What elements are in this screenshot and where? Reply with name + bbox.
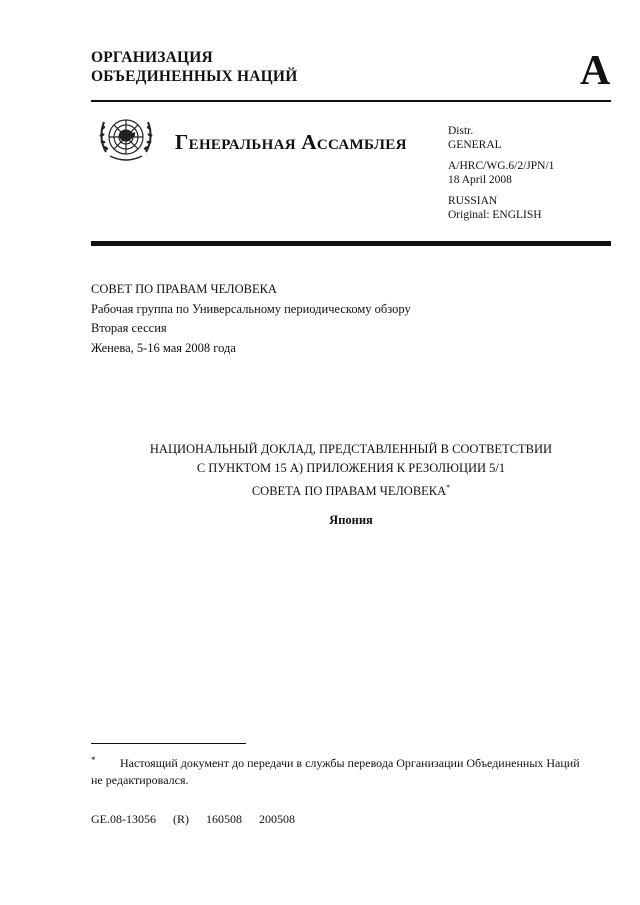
org-name-line2: ОБЪЕДИНЕННЫХ НАЦИЙ [91,68,298,85]
session: Вторая сессия [91,321,167,335]
footnote [91,752,591,789]
document-date: 18 April 2008 [448,173,512,186]
masthead-divider [91,241,611,246]
code-date1: 160508 [206,812,242,826]
header-divider [91,100,611,102]
organization-name [91,48,297,86]
code-date2: 200508 [259,812,295,826]
title-line1: НАЦИОНАЛЬНЫЙ ДОКЛАД, ПРЕДСТАВЛЕННЫЙ В СООТВЕТСТВИИ [149,442,553,456]
footnote-divider [91,743,246,744]
document-job-code [91,812,307,827]
footnote-reference[interactable]: * [446,483,451,492]
council-info [91,280,411,358]
original-language: Original: ENGLISH [448,208,542,221]
document-language: RUSSIAN [448,195,498,207]
title-line3: СОВЕТА ПО ПРАВАМ ЧЕЛОВЕКА* [251,483,451,498]
symbol-letter: A [580,48,611,94]
country-name: Япония [329,513,373,527]
org-name-line1: ОРГАНИЗАЦИЯ [91,49,213,66]
general-assembly-title: Генеральная Ассамблея [175,130,407,154]
distr-label: Distr. [448,125,474,137]
venue-dates: Женева, 5-16 мая 2008 года [91,340,236,355]
title-line2: С ПУНКТОМ 15 А) ПРИЛОЖЕНИЯ К РЕЗОЛЮЦИИ 5/1 [196,461,506,475]
un-emblem-icon [96,112,156,168]
doc-type: (R) [173,812,189,826]
job-number: GE.08-13056 [91,812,156,826]
report-title [91,440,611,501]
working-group: Рабочая группа по Универсальному периодическому обзору [91,301,411,316]
footnote-mark: * [91,755,96,765]
footnote-text: Настоящий документ до передачи в службы перевода Организации Объединенных Наций не редактировался. [91,756,580,787]
document-symbol: A/HRC/WG.6/2/JPN/1 [448,160,555,172]
document-meta [448,125,554,230]
council-name: СОВЕТ ПО ПРАВАМ ЧЕЛОВЕКА [91,282,277,296]
distr-value: GENERAL [448,138,502,151]
